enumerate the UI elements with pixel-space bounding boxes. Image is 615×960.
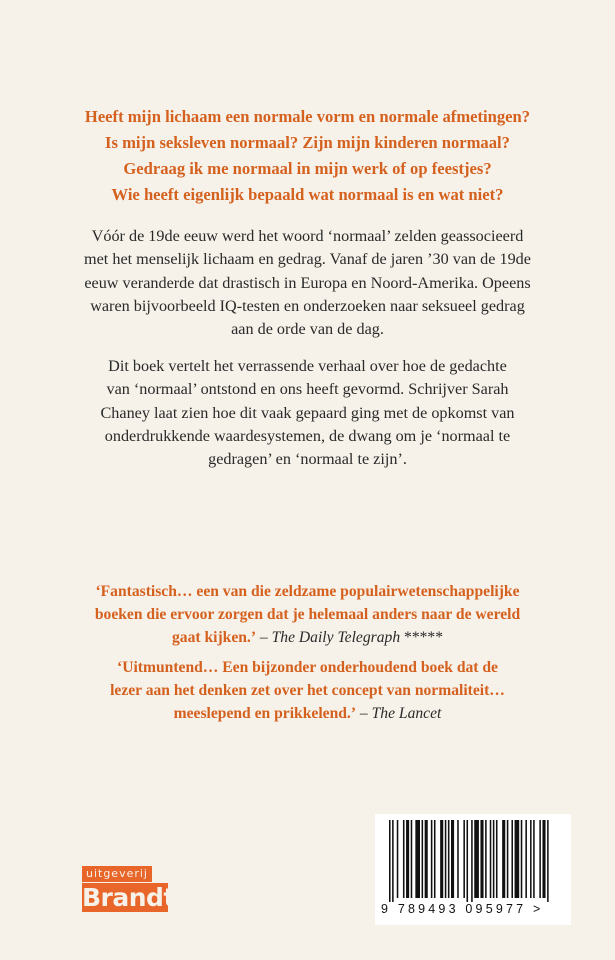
- question-line: Is mijn seksleven normaal? Zijn mijn kinderen normaal?: [105, 133, 510, 152]
- barcode-bar: [542, 820, 545, 898]
- paragraph-line: eeuw veranderde dat drastisch in Europa en Noord-Amerika. Opeens: [84, 273, 531, 292]
- quote-line: boeken die ervoor zorgen dat je helemaal anders naar de wereld: [94, 606, 521, 623]
- barcode-bar: [406, 820, 409, 898]
- barcode-bar: [490, 820, 492, 898]
- barcode-bar: [411, 820, 413, 898]
- barcode-bar: [445, 820, 447, 898]
- review-quote-lancet: [55, 656, 560, 725]
- barcode-bar: [511, 820, 513, 898]
- barcode-bar: [467, 820, 469, 902]
- barcode-bar: [457, 820, 459, 898]
- paragraph-line: gedragen’ en ‘normaal te zijn’.: [208, 450, 407, 469]
- barcode-bar: [422, 820, 424, 898]
- barcode-bar: [521, 820, 523, 898]
- barcode: [375, 814, 571, 925]
- barcode-bar: [533, 820, 535, 898]
- paragraph-line: onderdrukkende waardesystemen, de dwang om je ‘normaal te: [104, 426, 511, 445]
- barcode-bar: [539, 820, 541, 898]
- barcode-bar: [485, 820, 487, 898]
- quote-line: ‘Fantastisch… een van die zeldzame populairwetenschappelijke: [95, 583, 520, 600]
- paragraph-line: van ‘normaal’ ontstond en ons heeft gevormd. Schrijver Sarah: [106, 380, 509, 399]
- question-line: Heeft mijn lichaam een normale vorm en normale afmetingen?: [84, 107, 531, 126]
- barcode-bar: [440, 820, 443, 898]
- quote-dash: –: [256, 629, 272, 646]
- barcode-bar: [463, 820, 465, 898]
- quote-source: The Lancet: [371, 705, 442, 722]
- paragraph-line: Chaney laat zien hoe dit vaak gepaard ging met de opkomst van: [100, 403, 515, 422]
- quote-source: The Daily Telegraph: [271, 629, 401, 646]
- star-rating: *****: [400, 629, 444, 646]
- paragraph-line: waren bijvoorbeeld IQ-testen en onderzoeken naar seksueel gedrag: [90, 296, 525, 315]
- barcode-bar: [448, 820, 450, 898]
- barcode-bar: [493, 820, 495, 898]
- barcode-bar: [474, 820, 479, 898]
- isbn-digits: 9 789493 095977 >: [381, 902, 544, 916]
- barcode-bar: [451, 820, 454, 898]
- publisher-logo-name: Brandt: [82, 883, 175, 912]
- quote-line: gaat kijken.’: [171, 629, 257, 646]
- paragraph-line: Vóór de 19de eeuw werd het woord ‘normaal’ zelden geassocieerd: [91, 227, 524, 245]
- barcode-bar: [389, 820, 391, 902]
- barcode-bar: [515, 820, 520, 898]
- paragraph-line: aan de orde van de dag.: [231, 320, 384, 339]
- barcode-bar: [425, 820, 428, 898]
- barcode-bar: [403, 820, 405, 898]
- question-line: Wie heeft eigenlijk bepaald wat normaal is en wat niet?: [111, 185, 504, 204]
- barcode-bar: [431, 820, 433, 898]
- barcode-bar: [530, 820, 532, 898]
- barcode-bar: [496, 820, 498, 898]
- question-line: Gedraag ik me normaal in mijn werk of op feestjes?: [123, 159, 492, 178]
- barcode-bar: [480, 820, 483, 898]
- publisher-logo: [82, 866, 175, 912]
- barcode-bar: [434, 820, 436, 898]
- quote-dash: –: [356, 705, 372, 722]
- barcode-bar: [471, 820, 473, 902]
- description-paragraph-1: [60, 225, 555, 341]
- barcode-bar: [502, 820, 505, 898]
- quote-line: ‘Uitmuntend… Een bijzonder onderhoudend boek dat de: [117, 659, 498, 676]
- paragraph-line: met het menselijk lichaam en gedrag. Vanaf de jaren ’30 van de 19de: [84, 250, 531, 269]
- question-block: [40, 104, 575, 208]
- barcode-bar: [525, 820, 527, 898]
- description-paragraph-2: [60, 355, 555, 471]
- paragraph-line: Dit boek vertelt het verrassende verhaal over hoe de gedachte: [108, 357, 507, 375]
- barcode-bar: [547, 820, 549, 902]
- quote-line: lezer aan het denken zet over het concept van normaliteit…: [110, 682, 505, 699]
- barcode-bar: [392, 820, 394, 902]
- review-quote-telegraph: [55, 580, 560, 649]
- publisher-logo-top: uitgeverij: [82, 866, 152, 882]
- barcode-bar: [507, 820, 509, 898]
- barcode-bar: [397, 820, 399, 898]
- quote-line: meeslepend en prikkelend.’: [173, 705, 357, 722]
- barcode-bar: [415, 820, 420, 898]
